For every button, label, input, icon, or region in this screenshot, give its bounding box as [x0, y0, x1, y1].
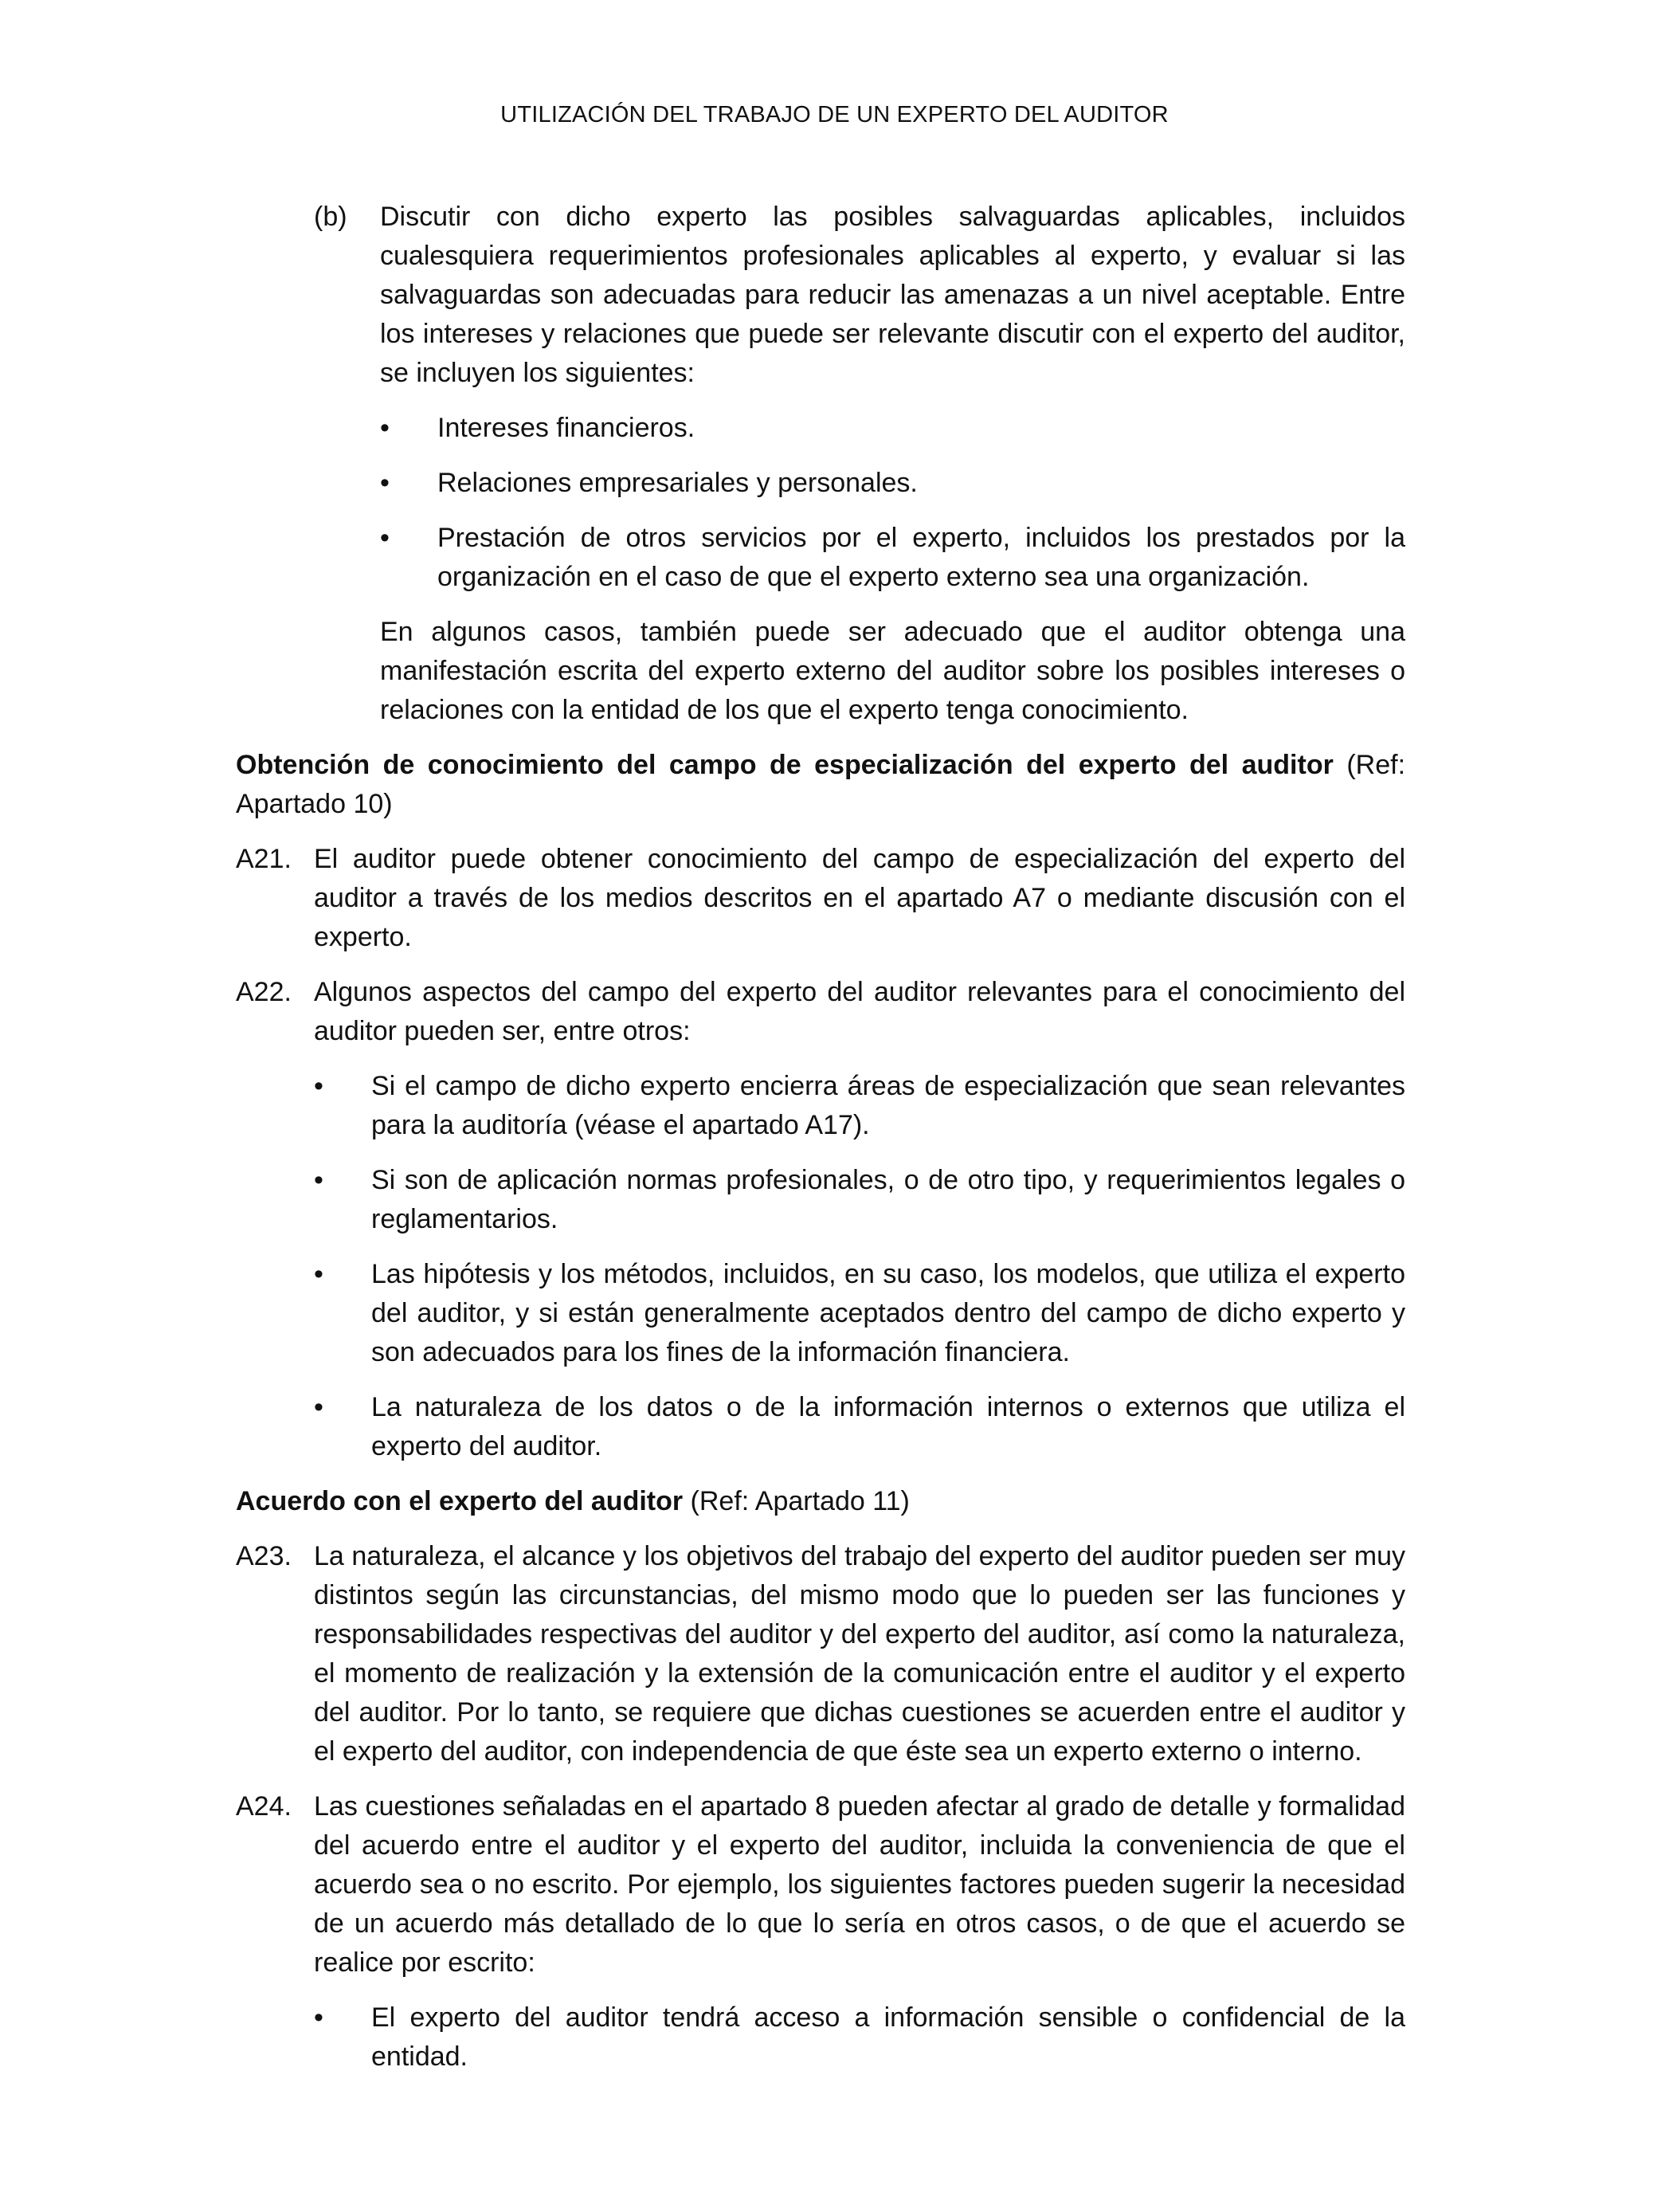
- document-body: [236, 198, 1405, 2077]
- paragraph-text: Algunos aspectos del campo del experto del auditor relevantes para el conocimiento del auditor pueden ser, entre otros:: [314, 977, 1405, 1046]
- bullet-text: Si el campo de dicho experto encierra áreas de especialización que sean relevantes para la auditoría (véase el apartado A17).: [371, 1071, 1405, 1140]
- bullet-item: [380, 519, 1405, 597]
- bullet-text: Intereses financieros.: [437, 413, 695, 443]
- paragraph-number: A23.: [236, 1541, 292, 1571]
- item-text: Discutir con dicho experto las posibles salvaguardas aplicables, incluidos cualesquiera requerimientos profesionales aplicables al experto, y evaluar si las salvaguardas son adecuadas para reducir las amenazas a un nivel aceptable. Entre los intereses y relaciones que puede ser relevante discutir con el experto del auditor, se incluyen los siguientes:: [380, 202, 1405, 388]
- paragraph-text: La naturaleza, el alcance y los objetivos del trabajo del experto del auditor pueden ser muy distintos según las circunstancias, del mismo modo que lo pueden ser las funciones y responsabilidades respectivas del auditor y del experto del auditor, así como la naturaleza, el momento de realización y la extensión de la comunicación entre el auditor y el experto del auditor. Por lo tanto, se requiere que dichas cuestiones se acuerden entre el auditor y el experto del auditor, con independencia de que éste sea un experto externo o interno.: [314, 1541, 1405, 1767]
- bullet-icon: •: [380, 468, 390, 498]
- paragraph-a21: [236, 840, 1405, 957]
- bullet-text: Prestación de otros servicios por el experto, incluidos los prestados por la organización en el caso de que el experto externo sea una organización.: [437, 523, 1405, 592]
- paragraph-number: A24.: [236, 1791, 292, 1822]
- item-label: (b): [314, 202, 347, 232]
- paragraph-text: El auditor puede obtener conocimiento del campo de especialización del experto del auditor a través de los medios descritos en el apartado A7 o mediante discusión con el experto.: [314, 844, 1405, 952]
- paragraph-number: A21.: [236, 844, 292, 874]
- bullet-icon: •: [314, 1392, 323, 1422]
- bullet-item: [380, 464, 1405, 503]
- bullet-text: Las hipótesis y los métodos, incluidos, en su caso, los modelos, que utiliza el experto del auditor, y si están generalmente aceptados dentro del campo de dicho experto y son adecuados para los fines de la información financiera.: [371, 1259, 1405, 1367]
- bullet-icon: •: [380, 523, 390, 553]
- bullet-icon: •: [380, 413, 390, 443]
- bullet-item: [314, 1067, 1405, 1145]
- bullet-icon: •: [314, 1259, 323, 1289]
- bullet-icon: •: [314, 1071, 323, 1101]
- section-heading: [236, 1482, 1405, 1521]
- bullet-item: [314, 1161, 1405, 1239]
- paragraph-a22: [236, 973, 1405, 1051]
- paragraph-a23: [236, 1537, 1405, 1771]
- paragraph-a24: [236, 1787, 1405, 1983]
- bullet-item: [314, 1255, 1405, 1372]
- bullet-item: [314, 1998, 1405, 2077]
- list-item-b: [314, 198, 1405, 393]
- paragraph-text: Las cuestiones señaladas en el apartado 8 pueden afectar al grado de detalle y formalidad del acuerdo entre el auditor y el experto del auditor, incluida la conveniencia de que el acuerdo sea o no escrito. Por ejemplo, los siguientes factores pueden sugerir la necesidad de un acuerdo más detallado de lo que lo sería en otros casos, o de que el acuerdo se realice por escrito:: [314, 1791, 1405, 1978]
- bullet-item: [380, 409, 1405, 448]
- bullet-text: Si son de aplicación normas profesionales, o de otro tipo, y requerimientos legales o reglamentarios.: [371, 1165, 1405, 1234]
- page-header: UTILIZACIÓN DEL TRABAJO DE UN EXPERTO DEL AUDITOR: [500, 102, 1169, 127]
- heading-ref: (Ref: Apartado 11): [683, 1486, 910, 1516]
- bullet-text: La naturaleza de los datos o de la información internos o externos que utiliza el experto del auditor.: [371, 1392, 1405, 1461]
- paragraph: En algunos casos, también puede ser adecuado que el auditor obtenga una manifestación escrita del experto externo del auditor sobre los posibles intereses o relaciones con la entidad de los que el experto tenga conocimiento.: [380, 617, 1405, 725]
- paragraph-number: A22.: [236, 977, 292, 1007]
- heading-title: Obtención de conocimiento del campo de especialización del experto del auditor: [236, 750, 1334, 780]
- heading-ref: (Ref: Apartado 10): [236, 750, 1406, 819]
- heading-title: Acuerdo con el experto del auditor: [236, 1486, 684, 1516]
- section-heading: [236, 746, 1405, 824]
- bullet-text: El experto del auditor tendrá acceso a información sensible o confidencial de la entidad.: [371, 2002, 1405, 2072]
- bullet-icon: •: [314, 2002, 323, 2033]
- bullet-text: Relaciones empresariales y personales.: [437, 468, 918, 498]
- bullet-item: [314, 1388, 1405, 1466]
- bullet-icon: •: [314, 1165, 323, 1195]
